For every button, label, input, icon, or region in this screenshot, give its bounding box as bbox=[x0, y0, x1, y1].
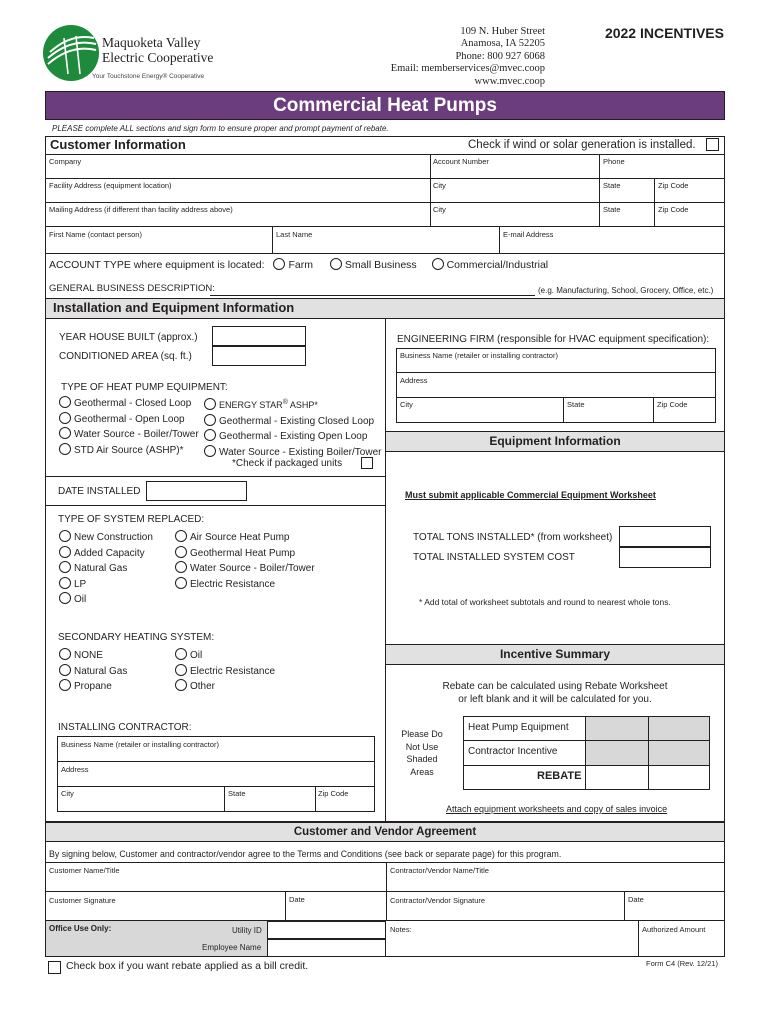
hp-option-std-ashp[interactable] bbox=[59, 443, 199, 459]
address-line2: Anamosa, IA 52205 bbox=[460, 38, 545, 50]
secondary-oil[interactable] bbox=[175, 648, 275, 664]
customer-signature-field[interactable]: Customer Signature bbox=[49, 896, 116, 905]
replaced-lp-label: LP bbox=[74, 578, 87, 590]
agreement-text: By signing below, Customer and contractor/vendor agree to the Terms and Conditions (see back or separate page) for this program. bbox=[49, 849, 562, 859]
date-installed-input[interactable] bbox=[146, 481, 247, 501]
date-installed-label: DATE INSTALLED bbox=[58, 486, 141, 497]
replaced-ashp[interactable] bbox=[175, 530, 315, 546]
bill-credit-label: Check box if you want rebate applied as a bill credit. bbox=[66, 960, 309, 972]
farm-label: Farm bbox=[288, 259, 313, 271]
phone-field[interactable]: Phone bbox=[603, 157, 625, 166]
title-banner bbox=[45, 91, 725, 120]
page-title: Commercial Heat Pumps bbox=[273, 95, 497, 116]
hp-option-water-source-label: Water Source - Boiler/Tower bbox=[74, 429, 199, 440]
facility-address-field[interactable]: Facility Address (equipment location) bbox=[49, 181, 172, 190]
secondary-none[interactable] bbox=[59, 648, 127, 664]
customer-date-field[interactable]: Date bbox=[289, 895, 305, 904]
mailing-state-field[interactable]: State bbox=[603, 205, 621, 214]
facility-zip-field[interactable]: Zip Code bbox=[658, 181, 689, 190]
rebate-label: REBATE bbox=[537, 770, 582, 782]
hp-option-std-ashp-label: STD Air Source (ASHP)* bbox=[74, 444, 184, 456]
engineering-firm-label: ENGINEERING FIRM (responsible for HVAC equipment specification): bbox=[397, 334, 710, 345]
please-note-line1: Please Do bbox=[401, 729, 443, 739]
rebate-note-line2: or left blank and it will be calculated for you. bbox=[458, 694, 652, 705]
replaced-natural-gas[interactable] bbox=[59, 561, 153, 577]
employee-name-input[interactable] bbox=[267, 939, 386, 957]
commercial-industrial-radio[interactable] bbox=[432, 258, 444, 270]
system-replaced-label: TYPE OF SYSTEM REPLACED: bbox=[58, 514, 205, 525]
address-line1: 109 N. Huber Street bbox=[460, 26, 545, 37]
commercial-industrial-label: Commercial/Industrial bbox=[446, 259, 549, 271]
business-desc-line[interactable] bbox=[210, 295, 535, 296]
replaced-ashp-label: Air Source Heat Pump bbox=[190, 532, 290, 543]
secondary-none-label: NONE bbox=[74, 650, 103, 661]
tons-footnote: * Add total of worksheet subtotals and round to nearest whole tons. bbox=[419, 597, 671, 607]
replaced-added-capacity-label: Added Capacity bbox=[74, 547, 145, 559]
contractor-date-field[interactable]: Date bbox=[628, 895, 644, 904]
wind-solar-checkbox[interactable] bbox=[706, 138, 719, 151]
equipment-info-heading: Equipment Information bbox=[385, 431, 725, 452]
employee-name-label: Employee Name bbox=[202, 943, 262, 952]
energy-star-label: ENERGY STAR® ASHP* bbox=[219, 399, 318, 410]
farm-radio[interactable] bbox=[273, 258, 285, 270]
engineering-address-field[interactable]: Address bbox=[400, 376, 428, 385]
facility-state-field[interactable]: State bbox=[603, 181, 621, 190]
mailing-zip-field[interactable]: Zip Code bbox=[658, 205, 689, 214]
hp-option-existing-open-label: Geothermal - Existing Open Loop bbox=[219, 431, 368, 442]
hp-option-geo-closed-label: Geothermal - Closed Loop bbox=[74, 398, 192, 409]
secondary-heating-label: SECONDARY HEATING SYSTEM: bbox=[58, 632, 215, 643]
total-cost-input[interactable] bbox=[619, 547, 711, 568]
replaced-lp[interactable] bbox=[59, 577, 153, 593]
account-type-label: ACCOUNT TYPE where equipment is located: bbox=[49, 259, 265, 271]
business-desc-label: GENERAL BUSINESS DESCRIPTION: bbox=[49, 283, 215, 294]
replaced-geothermal[interactable] bbox=[175, 546, 315, 562]
hp-option-geo-closed[interactable] bbox=[59, 396, 199, 412]
authorized-amount-field[interactable]: Authorized Amount bbox=[642, 925, 706, 934]
hp-type-label: TYPE OF HEAT PUMP EQUIPMENT: bbox=[61, 382, 228, 393]
account-number-field[interactable]: Account Number bbox=[433, 157, 489, 166]
contractor-name-field[interactable]: Contractor/Vendor Name/Title bbox=[390, 866, 489, 875]
engineering-city-field[interactable]: City bbox=[400, 400, 413, 409]
secondary-electric-resistance-label: Electric Resistance bbox=[190, 665, 276, 677]
heat-pump-equipment-label: Heat Pump Equipment bbox=[468, 722, 569, 733]
replaced-natural-gas-label: Natural Gas bbox=[74, 563, 128, 574]
hp-option-water-source[interactable] bbox=[59, 427, 199, 443]
replaced-new-construction-label: New Construction bbox=[74, 532, 153, 543]
program-year: 2022 INCENTIVES bbox=[604, 25, 724, 41]
secondary-natural-gas-label: Natural Gas bbox=[74, 665, 128, 677]
business-desc-example: (e.g. Manufacturing, School, Grocery, Office, etc.) bbox=[538, 286, 714, 295]
contractor-business-field[interactable]: Business Name (retailer or installing contractor) bbox=[61, 740, 219, 749]
installing-contractor-label: INSTALLING CONTRACTOR: bbox=[58, 722, 192, 733]
small-business-radio[interactable] bbox=[330, 258, 342, 270]
contractor-state-field[interactable]: State bbox=[228, 789, 246, 798]
contractor-zip-field[interactable]: Zip Code bbox=[318, 789, 349, 798]
notes-field[interactable]: Notes: bbox=[390, 925, 412, 934]
company-field[interactable]: Company bbox=[49, 157, 82, 166]
hp-option-existing-open[interactable] bbox=[204, 429, 381, 445]
installation-heading: Installation and Equipment Information bbox=[45, 298, 725, 319]
total-cost-label: TOTAL INSTALLED SYSTEM COST bbox=[413, 552, 575, 563]
utility-id-label: Utility ID bbox=[232, 926, 262, 935]
packaged-units-label: *Check if packaged units bbox=[232, 458, 343, 469]
facility-city-field[interactable]: City bbox=[433, 181, 446, 190]
secondary-electric-resistance[interactable] bbox=[175, 664, 275, 680]
engineering-business-field[interactable]: Business Name (retailer or installing contractor) bbox=[400, 351, 558, 360]
replaced-oil[interactable] bbox=[59, 592, 153, 608]
total-tons-label: TOTAL TONS INSTALLED* (from worksheet) bbox=[413, 532, 613, 543]
mailing-address-field[interactable]: Mailing Address (if different than facility address above) bbox=[49, 205, 233, 214]
secondary-propane-label: Propane bbox=[74, 681, 112, 692]
address-line4: Email: memberservices@mvec.coop bbox=[390, 63, 545, 75]
org-name-line1: Maquoketa Valley bbox=[102, 35, 201, 50]
bill-credit-checkbox[interactable] bbox=[48, 961, 61, 974]
logo bbox=[40, 24, 230, 86]
mailing-city-field[interactable]: City bbox=[433, 205, 446, 214]
please-note-line2: Not Use bbox=[405, 741, 439, 752]
replaced-new-construction[interactable] bbox=[59, 530, 153, 546]
please-note-line3: Shaded bbox=[406, 754, 438, 764]
secondary-oil-label: Oil bbox=[190, 650, 203, 661]
attach-note: Attach equipment worksheets and copy of sales invoice bbox=[446, 804, 668, 814]
secondary-other-label: Other bbox=[190, 681, 216, 692]
secondary-propane[interactable] bbox=[59, 679, 127, 695]
address-line5: www.mvec.coop bbox=[474, 75, 545, 87]
account-type-row bbox=[49, 258, 548, 271]
hp-option-existing-closed-label: Geothermal - Existing Closed Loop bbox=[219, 415, 375, 427]
form-id: Form C4 (Rev. 12/21) bbox=[646, 959, 718, 968]
year-built-input[interactable] bbox=[212, 326, 306, 346]
packaged-units-checkbox[interactable] bbox=[361, 457, 373, 469]
hp-option-existing-water-label: Water Source - Existing Boiler/Tower bbox=[219, 446, 382, 458]
rebate-amount-input[interactable] bbox=[586, 766, 709, 789]
address-line3: Phone: 800 927 6068 bbox=[455, 50, 545, 62]
rebate-note-line1: Rebate can be calculated using Rebate Worksheet bbox=[442, 681, 668, 692]
small-business-label: Small Business bbox=[344, 259, 417, 271]
customer-name-field[interactable]: Customer Name/Title bbox=[49, 866, 120, 875]
worksheet-note: Must submit applicable Commercial Equipment Worksheet bbox=[405, 490, 656, 500]
replaced-oil-label: Oil bbox=[74, 594, 87, 605]
total-tons-input[interactable] bbox=[619, 526, 711, 547]
contractor-incentive-label: Contractor Incentive bbox=[468, 746, 558, 757]
replaced-geothermal-label: Geothermal Heat Pump bbox=[190, 547, 296, 559]
wind-solar-label: Check if wind or solar generation is installed. bbox=[468, 139, 696, 151]
contractor-city-field[interactable]: City bbox=[61, 789, 74, 798]
hp-option-energy-star[interactable] bbox=[204, 396, 381, 414]
customer-info-heading: Customer Information bbox=[50, 137, 186, 152]
please-note-line4: Areas bbox=[410, 766, 434, 777]
first-name-field[interactable]: First Name (contact person) bbox=[49, 230, 142, 239]
incentive-summary-heading: Incentive Summary bbox=[385, 644, 725, 665]
office-use-label: Office Use Only: bbox=[49, 924, 112, 933]
agreement-heading: Customer and Vendor Agreement bbox=[45, 822, 725, 842]
email-field[interactable]: E-mail Address bbox=[503, 230, 554, 239]
instructions: PLEASE complete ALL sections and sign form to ensure proper and prompt payment of rebate. bbox=[52, 124, 389, 133]
replaced-electric-resistance[interactable] bbox=[175, 577, 315, 593]
org-name-line2: Electric Cooperative bbox=[102, 50, 214, 65]
contractor-signature-field[interactable]: Contractor/Vendor Signature bbox=[390, 896, 486, 905]
secondary-natural-gas[interactable] bbox=[59, 664, 127, 680]
last-name-field[interactable]: Last Name bbox=[276, 230, 313, 239]
hp-option-geo-open[interactable] bbox=[59, 412, 199, 428]
conditioned-area-input[interactable] bbox=[212, 346, 306, 366]
engineering-state-field[interactable]: State bbox=[567, 400, 585, 409]
year-built-label: YEAR HOUSE BUILT (approx.) bbox=[59, 332, 198, 343]
engineering-zip-field[interactable]: Zip Code bbox=[657, 400, 688, 409]
hp-option-geo-open-label: Geothermal - Open Loop bbox=[74, 413, 185, 425]
contractor-address-field[interactable]: Address bbox=[61, 765, 89, 774]
secondary-other[interactable] bbox=[175, 679, 275, 695]
hp-option-existing-closed[interactable] bbox=[204, 414, 381, 430]
replaced-electric-resistance-label: Electric Resistance bbox=[190, 578, 276, 590]
conditioned-area-label: CONDITIONED AREA (sq. ft.) bbox=[59, 351, 192, 362]
replaced-added-capacity[interactable] bbox=[59, 546, 153, 562]
replaced-water-source-label: Water Source - Boiler/Tower bbox=[190, 563, 315, 574]
utility-id-input[interactable] bbox=[267, 921, 386, 939]
replaced-water-source[interactable] bbox=[175, 561, 315, 577]
org-tagline: Your Touchstone Energy® Cooperative bbox=[92, 73, 205, 80]
